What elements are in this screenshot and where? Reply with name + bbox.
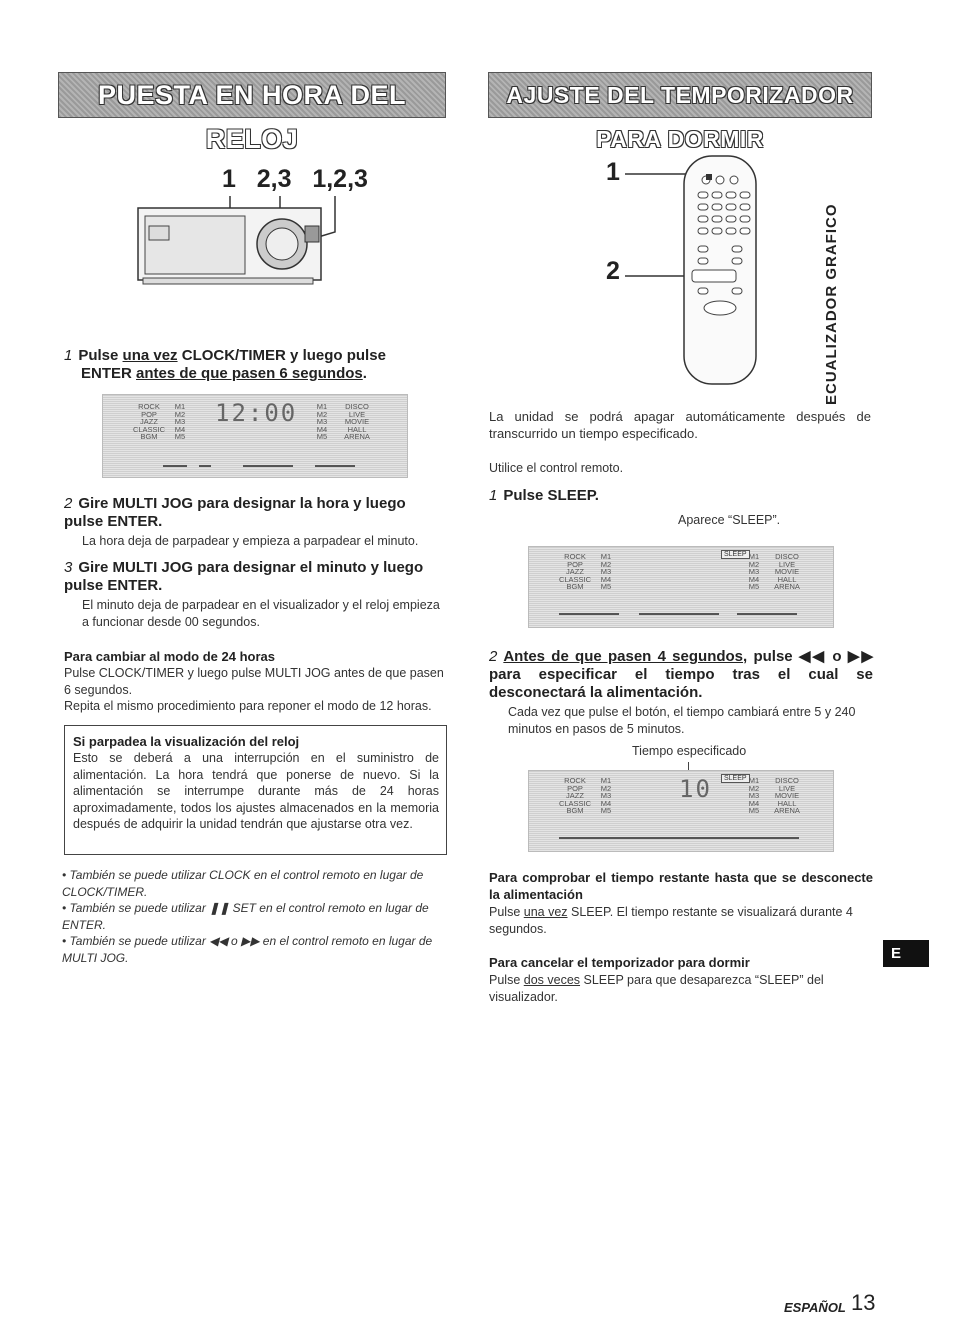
lcd-eq-bar <box>243 465 293 467</box>
lcd-eq-bar <box>559 613 619 615</box>
remote-callout-2: 2 <box>606 257 620 285</box>
clock-step-2-body: La hora deja de parpadear y empieza a parpadear el minuto. <box>82 534 419 548</box>
lcd-surround-list: DISCO LIVE MOVIE HALL ARENA <box>774 776 800 815</box>
lcd-eq-bar <box>163 465 187 467</box>
clock-step-1: 1 Pulse una vez CLOCK/TIMER y luego pulse ENTER antes de que pasen 6 segundos. <box>64 347 386 382</box>
check-remaining-body: Pulse una vez SLEEP. El tiempo restante se visualizará durante 4 segundos. <box>489 905 853 936</box>
unit-callout-numbers: 1 2,3 1,2,3 <box>222 165 368 193</box>
use-remote-note: Utilice el control remoto. <box>489 461 624 475</box>
stereo-unit-illustration <box>135 190 350 290</box>
clock-step-3: 3 Gire MULTI JOG para designar el minuto y luego pulse ENTER. <box>64 559 424 594</box>
lcd-eq-bar <box>639 613 719 615</box>
section-title-clock: PUESTA EN HORA DEL RELOJ <box>58 72 446 118</box>
step-number: 1 <box>489 487 498 504</box>
blink-box-title: Si parpadea la visualización del reloj <box>73 734 300 749</box>
lcd-mem-list: M1 M2 M3 M4 M5 <box>174 402 186 441</box>
cancel-sleep-body: Pulse dos veces SLEEP para que desaparezca “SLEEP” del visualizador. <box>489 973 824 1004</box>
lcd-mem-list: M1 M2 M3 M4 M5 <box>600 552 612 591</box>
step-number: 1 <box>64 347 73 364</box>
sleep-time-lcd <box>528 770 834 852</box>
lcd-mem-list-2: M1 M2 M3 M4 M5 <box>316 402 328 441</box>
remote-callout-1: 1 <box>606 158 620 186</box>
clock-notes <box>62 867 448 966</box>
lcd-sleep-minutes: 10 <box>679 775 712 803</box>
remote-control-illustration <box>620 150 780 390</box>
lcd-eq-bar <box>199 465 211 467</box>
note-item: • También se puede utilizar ❚❚ SET en el control remoto en lugar de ENTER. <box>62 901 429 932</box>
page-number: 13 <box>851 1290 876 1315</box>
tiempo-especificado-label: Tiempo especificado <box>632 744 747 758</box>
lcd-eq-bar <box>737 613 797 615</box>
lcd-sleep-indicator: SLEEP <box>721 550 750 559</box>
step-number: 2 <box>489 648 498 665</box>
note-item: • También se puede utilizar ◀◀ o ▶▶ en el control remoto en lugar de MULTI JOG. <box>62 934 433 965</box>
lcd-surround-list: DISCO LIVE MOVIE HALL ARENA <box>344 402 370 441</box>
lcd-eq-bar <box>559 837 799 839</box>
step-number: 3 <box>64 559 73 576</box>
lcd-eq-bar <box>315 465 355 467</box>
section-title-sleep: AJUSTE DEL TEMPORIZADOR PARA DORMIR <box>488 72 872 118</box>
lcd-surround-list: DISCO LIVE MOVIE HALL ARENA <box>774 552 800 591</box>
language-tab: E <box>883 940 929 967</box>
blink-box-body: Esto se deberá a una interrupción en el suministro de alimentación. La hora tendrá que ponerse de nuevo. Si la alimentación se interrumpe durante más de 24 horas aproximadamente, todos los ajustes almacenados en la memoria después de adquirir la unidad tendrán que ajustarse otra vez. <box>73 751 439 831</box>
sleep-step-2-body: Cada vez que pulse el botón, el tiempo cambiará entre 5 y 240 minutos en pasos de 5 minutos. <box>508 705 856 736</box>
sleep-step-1: 1 Pulse SLEEP. <box>489 487 599 504</box>
clock-step-2: 2 Gire MULTI JOG para designar la hora y luego pulse ENTER. <box>64 495 406 530</box>
clock-step-3-body: El minuto deja de parpadear en el visualizador y el reloj empieza a funcionar desde 00 segundos. <box>82 598 440 629</box>
appears-sleep-label: Aparece “SLEEP”. <box>678 513 781 527</box>
note-item: • También se puede utilizar CLOCK en el control remoto en lugar de CLOCK/TIMER. <box>62 868 424 899</box>
footer-language: ESPAÑOL <box>784 1300 846 1315</box>
lcd-mode-list: ROCK POP JAZZ CLASSIC BGM <box>132 402 166 441</box>
lcd-mem-list-2: M1 M2 M3 M4 M5 <box>748 552 760 591</box>
side-section-tab: ECUALIZADOR GRAFICO <box>823 203 840 405</box>
sleep-intro: La unidad se podrá apagar automáticamente después de transcurrido un tiempo especificado. <box>489 409 871 441</box>
lcd-mem-list: M1 M2 M3 M4 M5 <box>600 776 612 815</box>
lcd-mem-list-2: M1 M2 M3 M4 M5 <box>748 776 760 815</box>
lcd-time-digits: 12:00 <box>215 399 298 427</box>
sleep-display-lcd <box>528 546 834 628</box>
sleep-step-2: 2 Antes de que pasen 4 segundos, pulse ◀◀ o ▶▶ para especificar el tiempo tras el cual se desconectará la alimentación. <box>489 648 873 701</box>
lcd-sleep-indicator: SLEEP <box>721 774 750 783</box>
check-remaining-title: Para comprobar el tiempo restante hasta que se desconecte la alimentación <box>489 870 873 902</box>
lcd-mode-list: ROCK POP JAZZ CLASSIC BGM <box>558 776 592 815</box>
clock-display-lcd <box>102 394 408 478</box>
h24-title: Para cambiar al modo de 24 horas <box>64 649 275 664</box>
h24-body: Pulse CLOCK/TIMER y luego pulse MULTI JOG antes de que pasen 6 segundos. Repita el mismo procedimiento para reponer el modo de 12 horas. <box>64 666 444 713</box>
step-number: 2 <box>64 495 73 512</box>
lcd-mode-list: ROCK POP JAZZ CLASSIC BGM <box>558 552 592 591</box>
cancel-sleep-title: Para cancelar el temporizador para dormir <box>489 955 750 970</box>
